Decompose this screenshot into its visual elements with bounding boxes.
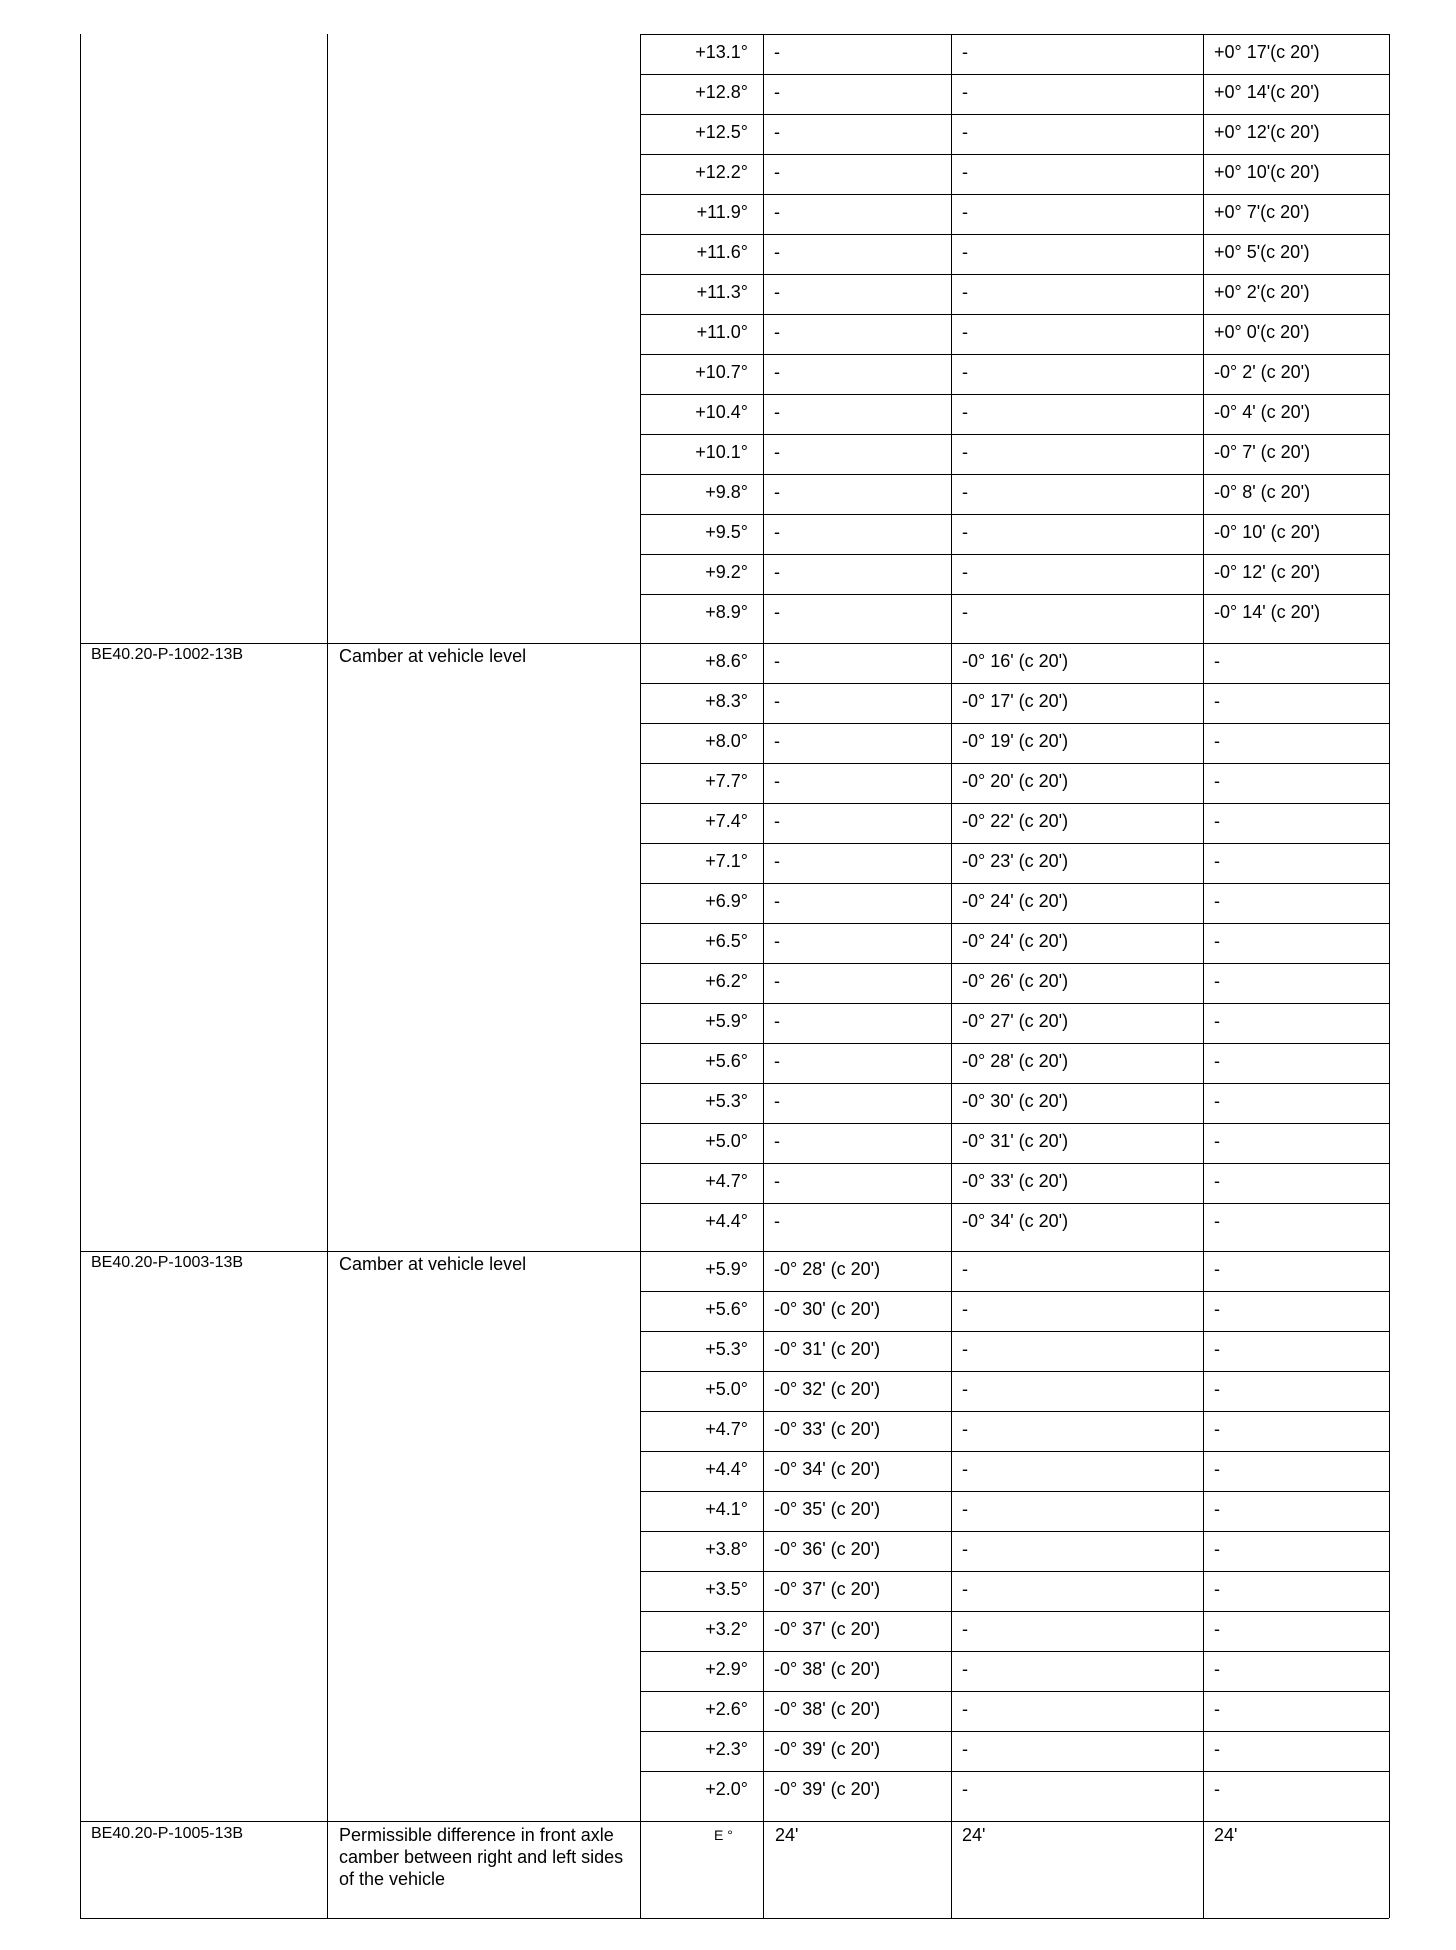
angle-cell: +2.0° — [705, 1779, 748, 1799]
row-line — [640, 1083, 1389, 1084]
value-cell-col1: -0° 37' (c 20') — [774, 1579, 881, 1599]
value-cell-col2: - — [962, 1419, 968, 1439]
value-cell-col3: - — [1214, 1699, 1220, 1719]
angle-cell: +10.1° — [695, 442, 748, 462]
value-cell-col3: +0° 5'(c 20') — [1214, 242, 1310, 262]
row-line — [640, 234, 1389, 235]
row-line — [640, 74, 1389, 75]
value-cell-col1: - — [774, 602, 780, 622]
value-cell-col3: +0° 10'(c 20') — [1214, 162, 1320, 182]
row-line — [640, 1123, 1389, 1124]
row-line — [640, 1203, 1389, 1204]
value-cell-col1: - — [774, 402, 780, 422]
angle-cell: +10.4° — [695, 402, 748, 422]
row-line — [640, 1651, 1389, 1652]
angle-cell: +8.3° — [705, 691, 748, 711]
row-line — [640, 394, 1389, 395]
row-line — [640, 1003, 1389, 1004]
angle-cell: +5.3° — [705, 1091, 748, 1111]
value-cell-col2: - — [962, 1579, 968, 1599]
row-line — [640, 1531, 1389, 1532]
row-line — [640, 1163, 1389, 1164]
value-cell-col2: - — [962, 442, 968, 462]
code-column-border — [327, 34, 328, 1918]
value-cell-col1: -0° 28' (c 20') — [774, 1259, 881, 1279]
angle-cell: +7.7° — [705, 771, 748, 791]
value-cell-col1: -0° 36' (c 20') — [774, 1539, 881, 1559]
value-cell-col1: - — [774, 562, 780, 582]
angle-cell: +8.6° — [705, 651, 748, 671]
value-cell-col3: +0° 7'(c 20') — [1214, 202, 1310, 222]
value-cell-col2: -0° 23' (c 20') — [962, 851, 1069, 871]
row-line — [640, 354, 1389, 355]
row-line — [640, 803, 1389, 804]
value-cell-col1: - — [774, 971, 780, 991]
row-line — [640, 554, 1389, 555]
row-line — [640, 883, 1389, 884]
section-1005-col3: 24' — [1214, 1825, 1238, 1845]
value-cell-col3: - — [1214, 1779, 1220, 1799]
row-line — [640, 514, 1389, 515]
row-line — [640, 1571, 1389, 1572]
value-cell-col2: - — [962, 1339, 968, 1359]
row-line — [640, 763, 1389, 764]
angle-column-border — [763, 34, 764, 1918]
value-cell-col1: - — [774, 362, 780, 382]
row-line — [640, 34, 1389, 35]
section-1005-description: Permissible difference in front axle camber between right and left sides of the vehicle — [339, 1825, 624, 1889]
value-cell-col2: - — [962, 162, 968, 182]
value-cell-col2: - — [962, 122, 968, 142]
value-cell-col3: - — [1214, 1131, 1220, 1151]
value-cell-col2: - — [962, 1539, 968, 1559]
value-cell-col3: - — [1214, 1379, 1220, 1399]
value-cell-col2: -0° 34' (c 20') — [962, 1211, 1069, 1231]
value-cell-col1: - — [774, 162, 780, 182]
section-1003-description: Camber at vehicle level — [339, 1254, 527, 1274]
value-cell-col2: -0° 17' (c 20') — [962, 691, 1069, 711]
angle-cell: +10.7° — [695, 362, 748, 382]
angle-cell: +5.0° — [705, 1131, 748, 1151]
section-1005-code: BE40.20-P-1005-13B — [91, 1825, 244, 1842]
row-line — [640, 194, 1389, 195]
row-line — [640, 1043, 1389, 1044]
value-cell-col1: - — [774, 242, 780, 262]
value-cell-col3: - — [1214, 1659, 1220, 1679]
value-cell-col3: -0° 10' (c 20') — [1214, 522, 1321, 542]
value-cell-col2: - — [962, 1379, 968, 1399]
value-cell-col2: - — [962, 482, 968, 502]
value-cell-col1: -0° 33' (c 20') — [774, 1419, 881, 1439]
value-cell-col1: - — [774, 851, 780, 871]
value-cell-col3: - — [1214, 771, 1220, 791]
value-cell-col2: - — [962, 1499, 968, 1519]
angle-cell: +11.3° — [696, 282, 748, 302]
angle-cell: +2.3° — [705, 1739, 748, 1759]
value-cell-col1: - — [774, 322, 780, 342]
angle-cell: +6.9° — [705, 891, 748, 911]
value-cell-col1: - — [774, 1131, 780, 1151]
angle-cell: +8.0° — [705, 731, 748, 751]
value-cell-col1: - — [774, 691, 780, 711]
value-cell-col3: - — [1214, 1539, 1220, 1559]
value-cell-col1: - — [774, 202, 780, 222]
angle-cell: +2.9° — [705, 1659, 748, 1679]
value-cell-col3: -0° 2' (c 20') — [1214, 362, 1311, 382]
value-cell-col3: +0° 14'(c 20') — [1214, 82, 1320, 102]
value-cell-col1: - — [774, 891, 780, 911]
value-cell-col3: - — [1214, 1739, 1220, 1759]
value-cell-col3: - — [1214, 1299, 1220, 1319]
value-cell-col1: - — [774, 651, 780, 671]
value-cell-col3: - — [1214, 1619, 1220, 1639]
value-cell-col2: -0° 33' (c 20') — [962, 1171, 1069, 1191]
value-cell-col1: - — [774, 731, 780, 751]
value-cell-col3: +0° 17'(c 20') — [1214, 42, 1320, 62]
value-cell-col3: - — [1214, 1011, 1220, 1031]
value-cell-col1: -0° 37' (c 20') — [774, 1619, 881, 1639]
value-cell-col3: - — [1214, 1419, 1220, 1439]
value-cell-col3: - — [1214, 651, 1220, 671]
value-cell-col2: - — [962, 1739, 968, 1759]
value-cell-col3: - — [1214, 1459, 1220, 1479]
angle-cell: +5.6° — [705, 1051, 748, 1071]
angle-cell: +4.4° — [705, 1211, 748, 1231]
value-cell-col2: - — [962, 402, 968, 422]
angle-cell: +12.5° — [695, 122, 748, 142]
angle-cell: +2.6° — [705, 1699, 748, 1719]
row-line — [640, 154, 1389, 155]
value-cell-col2: - — [962, 82, 968, 102]
angle-cell: +9.8° — [705, 482, 748, 502]
table-right-border — [1389, 34, 1390, 1918]
angle-cell: +3.2° — [705, 1619, 748, 1639]
row-line — [640, 1291, 1389, 1292]
value-cell-col1: -0° 39' (c 20') — [774, 1779, 881, 1799]
value-cell-col2: -0° 28' (c 20') — [962, 1051, 1069, 1071]
value-cell-col3: +0° 2'(c 20') — [1214, 282, 1310, 302]
value-cell-col1: - — [774, 82, 780, 102]
value-cell-col2: - — [962, 1299, 968, 1319]
value-cell-col2: -0° 24' (c 20') — [962, 891, 1069, 911]
value-cell-col3: - — [1214, 851, 1220, 871]
value-cell-col1: - — [774, 522, 780, 542]
angle-cell: +8.9° — [705, 602, 748, 622]
value-cell-col1: - — [774, 1171, 780, 1191]
value-cell-col3: - — [1214, 1339, 1220, 1359]
value-cell-col3: -0° 7' (c 20') — [1214, 442, 1311, 462]
value-cell-col2: - — [962, 1459, 968, 1479]
row-line — [640, 1771, 1389, 1772]
angle-cell: +5.9° — [705, 1011, 748, 1031]
row-line — [640, 1331, 1389, 1332]
angle-cell: +12.2° — [695, 162, 748, 182]
value-cell-col2: -0° 24' (c 20') — [962, 931, 1069, 951]
value-cell-col2: -0° 30' (c 20') — [962, 1091, 1069, 1111]
angle-cell: +11.0° — [696, 322, 748, 342]
row-line — [640, 1411, 1389, 1412]
angle-cell: +9.5° — [705, 522, 748, 542]
value-cell-col1: - — [774, 282, 780, 302]
row-line — [640, 274, 1389, 275]
value-cell-col1: - — [774, 1051, 780, 1071]
value-cell-col1: -0° 32' (c 20') — [774, 1379, 881, 1399]
value-cell-col1: -0° 35' (c 20') — [774, 1499, 881, 1519]
angle-cell: +4.1° — [705, 1499, 748, 1519]
value-cell-col3: - — [1214, 1499, 1220, 1519]
value-cell-col1: -0° 39' (c 20') — [774, 1739, 881, 1759]
section-1002-description: Camber at vehicle level — [339, 646, 527, 666]
angle-cell: +11.6° — [696, 242, 748, 262]
value-cell-col1: - — [774, 811, 780, 831]
value-cell-col1: - — [774, 1091, 780, 1111]
value-cell-col1: -0° 38' (c 20') — [774, 1659, 881, 1679]
table-bottom-border — [80, 1918, 1389, 1919]
value-cell-col2: - — [962, 242, 968, 262]
value-cell-col1: - — [774, 1011, 780, 1031]
section-1005-col2: 24' — [962, 1825, 986, 1845]
value-cell-col3: -0° 4' (c 20') — [1214, 402, 1311, 422]
value-cell-col3: - — [1214, 1051, 1220, 1071]
row-line — [640, 723, 1389, 724]
col2-column-border — [1203, 34, 1204, 1918]
value-cell-col1: - — [774, 1211, 780, 1231]
row-line — [640, 434, 1389, 435]
angle-cell: +5.0° — [705, 1379, 748, 1399]
section-separator — [80, 1251, 1389, 1252]
value-cell-col1: -0° 34' (c 20') — [774, 1459, 881, 1479]
value-cell-col3: - — [1214, 1171, 1220, 1191]
value-cell-col1: -0° 31' (c 20') — [774, 1339, 881, 1359]
value-cell-col1: - — [774, 482, 780, 502]
value-cell-col1: -0° 38' (c 20') — [774, 1699, 881, 1719]
value-cell-col2: - — [962, 1659, 968, 1679]
row-line — [640, 963, 1389, 964]
row-line — [640, 1451, 1389, 1452]
value-cell-col2: -0° 22' (c 20') — [962, 811, 1069, 831]
angle-cell: +5.6° — [705, 1299, 748, 1319]
table-left-border — [80, 34, 81, 1918]
angle-cell: +6.5° — [705, 931, 748, 951]
value-cell-col2: -0° 19' (c 20') — [962, 731, 1069, 751]
value-cell-col2: - — [962, 1259, 968, 1279]
section-separator — [80, 1821, 1389, 1822]
value-cell-col2: -0° 27' (c 20') — [962, 1011, 1069, 1031]
value-cell-col2: -0° 31' (c 20') — [962, 1131, 1069, 1151]
section-separator — [80, 643, 1389, 644]
value-cell-col1: - — [774, 442, 780, 462]
angle-cell: +7.4° — [705, 811, 748, 831]
value-cell-col3: - — [1214, 971, 1220, 991]
value-cell-col3: - — [1214, 931, 1220, 951]
value-cell-col2: - — [962, 362, 968, 382]
row-line — [640, 1731, 1389, 1732]
value-cell-col1: -0° 30' (c 20') — [774, 1299, 881, 1319]
angle-cell: +13.1° — [695, 42, 748, 62]
value-cell-col1: - — [774, 122, 780, 142]
value-cell-col3: +0° 12'(c 20') — [1214, 122, 1320, 142]
row-line — [640, 1371, 1389, 1372]
row-line — [640, 114, 1389, 115]
angle-cell: +11.9° — [696, 202, 748, 222]
row-line — [640, 1491, 1389, 1492]
value-cell-col2: - — [962, 1699, 968, 1719]
value-cell-col3: +0° 0'(c 20') — [1214, 322, 1310, 342]
angle-cell: +3.5° — [705, 1579, 748, 1599]
value-cell-col2: - — [962, 42, 968, 62]
value-cell-col3: - — [1214, 1579, 1220, 1599]
value-cell-col2: - — [962, 562, 968, 582]
value-cell-col3: - — [1214, 811, 1220, 831]
value-cell-col2: - — [962, 602, 968, 622]
value-cell-col3: -0° 12' (c 20') — [1214, 562, 1321, 582]
angle-cell: +12.8° — [695, 82, 748, 102]
value-cell-col2: -0° 26' (c 20') — [962, 971, 1069, 991]
col1-column-border — [951, 34, 952, 1918]
row-line — [640, 683, 1389, 684]
value-cell-col3: -0° 14' (c 20') — [1214, 602, 1321, 622]
row-line — [640, 1611, 1389, 1612]
angle-cell: +5.3° — [705, 1339, 748, 1359]
section-1003-code: BE40.20-P-1003-13B — [91, 1254, 244, 1271]
value-cell-col2: - — [962, 1619, 968, 1639]
angle-cell: +7.1° — [705, 851, 748, 871]
row-line — [640, 1691, 1389, 1692]
angle-cell: +5.9° — [705, 1259, 748, 1279]
value-cell-col3: -0° 8' (c 20') — [1214, 482, 1311, 502]
value-cell-col2: -0° 16' (c 20') — [962, 651, 1069, 671]
angle-cell: +9.2° — [705, 562, 748, 582]
row-line — [640, 594, 1389, 595]
angle-cell: +4.4° — [705, 1459, 748, 1479]
value-cell-col3: - — [1214, 1091, 1220, 1111]
value-cell-col1: - — [774, 42, 780, 62]
section-1005-col1: 24' — [775, 1825, 799, 1845]
value-cell-col3: - — [1214, 691, 1220, 711]
angle-cell: +3.8° — [705, 1539, 748, 1559]
row-line — [640, 474, 1389, 475]
value-cell-col2: - — [962, 522, 968, 542]
section-1002-code: BE40.20-P-1002-13B — [91, 646, 244, 663]
row-line — [640, 923, 1389, 924]
value-cell-col1: - — [774, 931, 780, 951]
value-cell-col3: - — [1214, 1259, 1220, 1279]
value-cell-col2: - — [962, 202, 968, 222]
value-cell-col2: - — [962, 1779, 968, 1799]
value-cell-col2: - — [962, 282, 968, 302]
angle-cell: +4.7° — [705, 1419, 748, 1439]
row-line — [640, 314, 1389, 315]
value-cell-col2: - — [962, 322, 968, 342]
value-cell-col1: - — [774, 771, 780, 791]
value-cell-col3: - — [1214, 891, 1220, 911]
section-1005-symbol: E ° — [714, 1827, 733, 1843]
value-cell-col3: - — [1214, 731, 1220, 751]
value-cell-col2: -0° 20' (c 20') — [962, 771, 1069, 791]
value-cell-col3: - — [1214, 1211, 1220, 1231]
row-line — [640, 843, 1389, 844]
angle-cell: +6.2° — [705, 971, 748, 991]
angle-cell: +4.7° — [705, 1171, 748, 1191]
